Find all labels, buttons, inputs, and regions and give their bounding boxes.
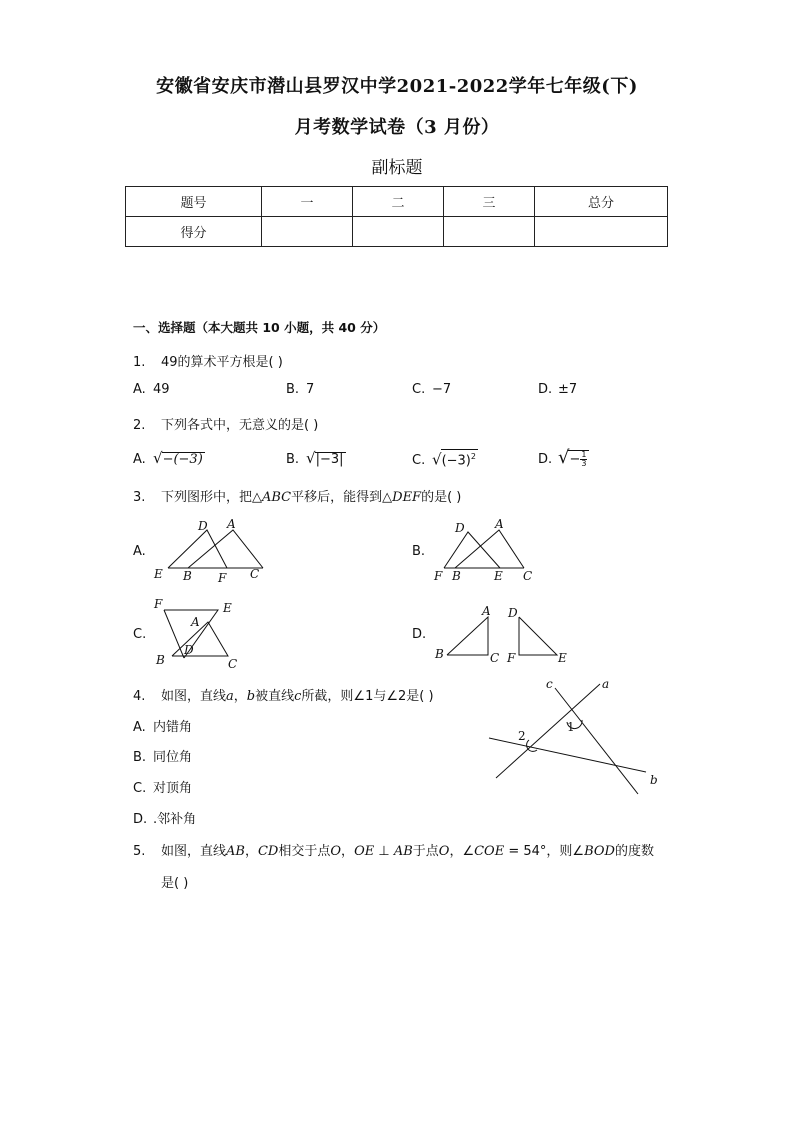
option-text-group — [568, 450, 589, 469]
option-text-group — [441, 449, 478, 468]
score-table-score-row — [126, 217, 668, 247]
triangle-def-side — [164, 610, 184, 658]
line-name: CD — [257, 844, 279, 859]
option-b — [133, 746, 192, 765]
option-text: 7 — [306, 382, 315, 397]
point-label: B — [435, 647, 444, 661]
line-name: b — [246, 689, 256, 704]
point-label: F — [434, 569, 443, 583]
point-label: A — [482, 604, 491, 618]
question-text: 的是( ) — [421, 490, 462, 505]
question-text: 被直线 — [255, 689, 295, 704]
line-name: OE — [354, 844, 375, 859]
radical-sign: √ — [153, 449, 163, 467]
option-text: −7 — [432, 382, 452, 397]
question-text: 49的算术平方根是( ) — [161, 355, 283, 370]
question-text: 平移后，能得到△ — [291, 490, 393, 505]
option-label: C. — [412, 453, 426, 469]
option-b-figure — [430, 514, 550, 586]
option-a — [133, 382, 170, 397]
point-label: F — [507, 651, 516, 665]
option-label: B. — [286, 382, 300, 397]
question-number: 2. — [133, 418, 146, 433]
angle-label: 2 — [518, 729, 526, 743]
point-label: C — [250, 567, 260, 581]
line-name: a — [226, 689, 234, 704]
score-table-row-label: 得分 — [126, 217, 262, 247]
option-c — [412, 382, 451, 397]
score-cell — [262, 217, 353, 247]
score-table-header-cell: 二 — [353, 187, 444, 217]
line-label: a — [602, 677, 610, 691]
point-label: D — [455, 521, 465, 535]
option-label: A. — [133, 382, 146, 397]
angle-label: 1 — [567, 720, 575, 734]
point-label: C — [523, 569, 533, 583]
option-b — [286, 449, 346, 467]
triangle-def — [519, 617, 557, 655]
option-label: A. — [133, 452, 146, 467]
option-exponent: 2 — [470, 452, 476, 461]
line-b — [489, 738, 646, 772]
option-b — [412, 544, 432, 559]
question-text: 如图，直线 — [161, 844, 227, 859]
question-5 — [133, 840, 654, 859]
question-number: 1. — [133, 355, 146, 370]
point-label: D — [508, 606, 518, 620]
question-1 — [133, 351, 283, 370]
option-label: D. — [412, 627, 427, 642]
option-text: − — [569, 452, 581, 467]
point-label: A — [495, 517, 504, 531]
point-label: F — [154, 597, 163, 611]
point-label: B — [183, 569, 192, 583]
option-label: B. — [412, 544, 426, 559]
line-label: b — [650, 773, 658, 787]
option-label: A. — [133, 720, 146, 735]
question-text: 所截，则∠1与∠2是( ) — [301, 689, 434, 704]
option-label: D. — [133, 812, 148, 827]
score-cell — [535, 217, 668, 247]
question-2 — [133, 414, 318, 433]
line-label: c — [546, 677, 553, 691]
question-4 — [133, 685, 434, 704]
question-number: 4. — [133, 689, 146, 704]
option-label: B. — [286, 452, 300, 467]
triangle-def — [444, 532, 500, 568]
score-table-header-cell: 题号 — [126, 187, 262, 217]
question-text: 如图，直线 — [161, 689, 227, 704]
option-a — [133, 716, 192, 735]
line-name: AB — [226, 844, 245, 859]
question-text: ⊥ — [374, 844, 394, 859]
option-text: 49 — [153, 382, 170, 397]
triangle-def — [168, 530, 227, 568]
point-label: C — [228, 657, 238, 671]
line-name: c — [294, 689, 302, 704]
exam-title-line2: 月考数学试卷（3 月份） — [294, 117, 500, 138]
question-text: 下列各式中，无意义的是( ) — [161, 418, 319, 433]
score-table-header-row — [126, 187, 668, 217]
option-c — [133, 777, 192, 796]
triangle-abc — [172, 622, 228, 656]
point-label: E — [494, 569, 503, 583]
point-label: E — [154, 567, 163, 581]
triangle-abc — [188, 530, 263, 568]
option-d — [412, 627, 432, 642]
line-name: AB — [393, 844, 413, 859]
question-text: 下列图形中，把△ — [161, 490, 262, 505]
question-number: 5. — [133, 844, 146, 859]
option-c-figure — [150, 596, 260, 672]
option-text: −(−3) — [162, 452, 203, 467]
option-d — [538, 447, 589, 469]
option-label: D. — [538, 382, 553, 397]
option-label: D. — [538, 452, 553, 467]
point-label: B — [452, 569, 461, 583]
fraction-numerator: 1 — [581, 450, 587, 459]
question-text: = 54°，则∠ — [504, 844, 585, 859]
option-label: B. — [133, 750, 147, 765]
angle-name: COE — [474, 844, 505, 859]
question-text: 于点 — [412, 844, 439, 859]
triangle-name: ABC — [262, 490, 292, 505]
angle-name: BOD — [584, 844, 615, 859]
score-cell — [444, 217, 535, 247]
fraction-denominator: 3 — [581, 459, 587, 468]
transversal-figure — [480, 670, 680, 800]
radical-sign: √ — [558, 447, 570, 468]
point-label: C — [490, 651, 500, 665]
question-text: ，∠ — [449, 844, 475, 859]
option-text: ±7 — [558, 382, 578, 397]
option-a-figure — [150, 514, 270, 586]
option-label: A. — [133, 544, 146, 559]
option-label: C. — [412, 382, 426, 397]
line-c — [496, 684, 600, 778]
option-a — [133, 449, 205, 467]
point-name: O — [330, 844, 342, 859]
option-text: 同位角 — [153, 750, 193, 765]
option-c — [412, 449, 478, 468]
triangle-abc — [447, 617, 488, 655]
radical-sign: √ — [306, 449, 316, 467]
score-table-header-cell: 一 — [262, 187, 353, 217]
option-label: C. — [133, 781, 147, 796]
score-table-header-cell: 三 — [444, 187, 535, 217]
exam-title-line1: 安徽省安庆市潜山县罗汉中学2021-2022学年七年级(下) — [156, 76, 638, 97]
line-a — [555, 688, 638, 794]
option-label: C. — [133, 627, 147, 642]
score-table-header-cell: 总分 — [535, 187, 668, 217]
score-table — [125, 186, 668, 247]
question-text: ， — [233, 689, 247, 704]
question-number: 3. — [133, 490, 146, 505]
point-label: E — [223, 601, 232, 615]
fraction — [580, 451, 587, 468]
question-text: 的度数 — [614, 844, 654, 859]
point-label: B — [156, 653, 165, 667]
option-text: .邻补角 — [153, 812, 197, 827]
point-label: A — [227, 517, 236, 531]
question-text: 相交于点 — [278, 844, 331, 859]
point-label: D — [184, 643, 194, 657]
question-5-continuation: 是( ) — [161, 876, 189, 891]
option-text: 对顶角 — [153, 781, 193, 796]
point-label: F — [218, 571, 227, 585]
option-d-figure — [430, 600, 580, 670]
question-text: ， — [244, 844, 258, 859]
section-heading: 一、选择题（本大题共 10 小题，共 40 分） — [133, 320, 386, 335]
question-text: ， — [341, 844, 355, 859]
point-label: E — [558, 651, 567, 665]
score-cell — [353, 217, 444, 247]
triangle-name: DEF — [392, 490, 422, 505]
option-text: |−3| — [315, 452, 344, 467]
option-d — [538, 382, 577, 397]
radical-sign: √ — [432, 450, 442, 469]
option-text: 内错角 — [153, 720, 193, 735]
point-label: A — [191, 615, 200, 629]
option-text: (−3) — [441, 453, 471, 469]
exam-subtitle: 副标题 — [371, 158, 423, 178]
question-3 — [133, 486, 461, 505]
option-d — [133, 808, 196, 827]
point-label: D — [198, 519, 208, 533]
option-b — [286, 382, 314, 397]
point-name: O — [438, 844, 450, 859]
